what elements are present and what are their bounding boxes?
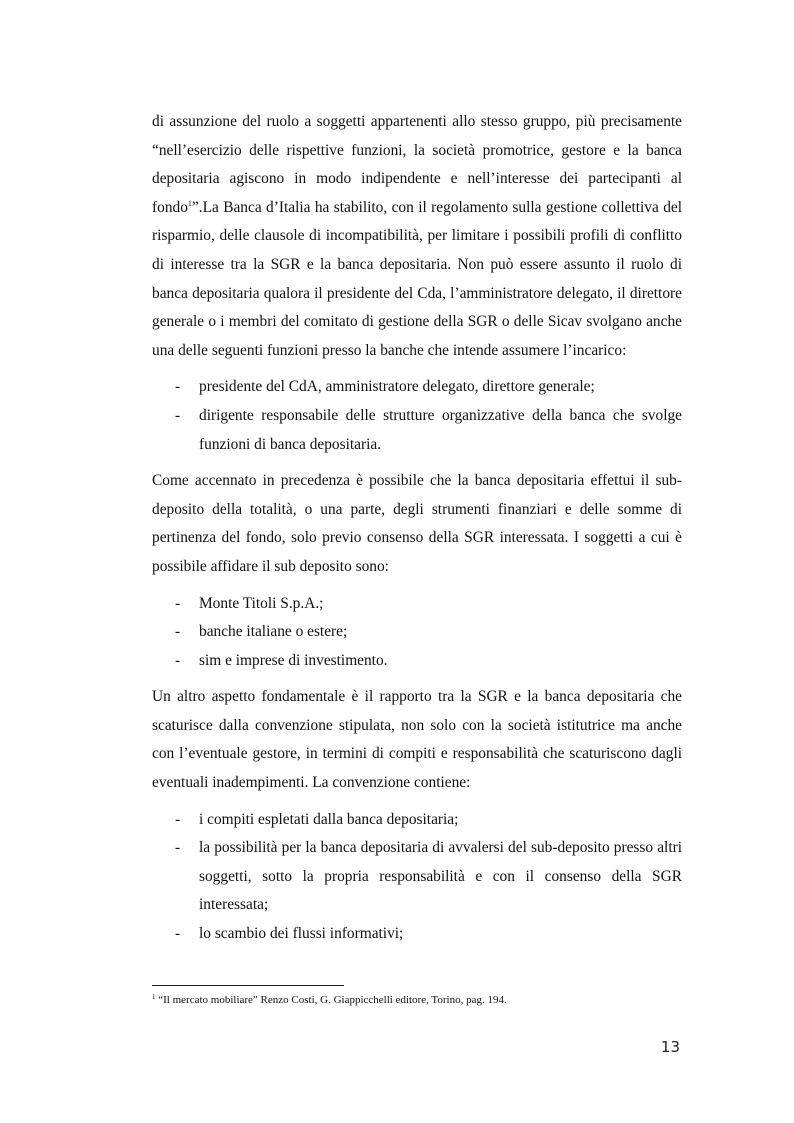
list-item: - dirigente responsabile delle strutture organizzative della banca che svolge funzioni di banca depositaria. <box>152 402 682 459</box>
dash-bullet: - <box>175 406 181 424</box>
list-item: - la possibilità per la banca depositaria di avvalersi del sub-deposito presso altri soggetti, sotto la propria responsabilità e con il consenso della SGR interessata; <box>152 834 682 920</box>
list-item: - sim e imprese di investimento. <box>152 647 682 676</box>
dash-bullet: - <box>175 925 181 943</box>
list-item: - banche italiane o estere; <box>152 618 682 647</box>
incompatibility-list <box>152 373 682 459</box>
list-item: - lo scambio dei flussi informativi; <box>152 920 682 949</box>
dash-bullet: - <box>175 810 181 828</box>
footnote <box>152 993 682 1007</box>
paragraph-3: Un altro aspetto fondamentale è il rapporto tra la SGR e la banca depositaria che scaturisce dalla convenzione stipulata, non solo con la società istitutrice ma anche con l’eventuale gestore, in termini di compiti e responsabilità che scaturiscono dagli eventuali inadempimenti. La convenzione contiene: <box>152 688 682 792</box>
paragraph-text: di assunzione del ruolo a soggetti appartenenti allo stesso gruppo, più precisamente “nell’esercizio delle rispettive funzioni, la società promotrice, gestore e la banca depositaria agiscono in modo indipendente e nell’interesse dei partecipanti al fondo <box>152 113 682 216</box>
page-body <box>152 108 682 957</box>
page-number: 13 <box>660 1038 680 1056</box>
paragraph-text: ”.La Banca d’Italia ha stabilito, con il regolamento sulla gestione collettiva del risparmio, delle clausole di incompatibilità, per limitare i possibili profili di conflitto di interesse tra la SGR e la banca depositaria. Non può essere assunto il ruolo di banca depositaria qualora il presidente del Cda, l’amministratore delegato, il direttore generale o i membri del comitato di gestione della SGR o delle Sicav svolgano anche una delle seguenti funzioni presso la banche che intende assumere l’incarico: <box>152 198 682 359</box>
list-item: - i compiti espletati dalla banca depositaria; <box>152 806 682 835</box>
dash-bullet: - <box>175 651 181 669</box>
dash-bullet: - <box>175 623 181 641</box>
footnote-number: 1 <box>152 993 156 1001</box>
dash-bullet: - <box>175 378 181 396</box>
dash-bullet: - <box>175 594 181 612</box>
paragraph-2: Come accennato in precedenza è possibile che la banca depositaria effettui il sub-deposito della totalità, o una parte, degli strumenti finanziari e delle somme di pertinenza del fondo, solo previo consenso della SGR interessata. I soggetti a cui è possibile affidare il sub deposito sono: <box>152 472 682 575</box>
sub-deposit-list <box>152 590 682 676</box>
convention-list <box>152 806 682 949</box>
dash-bullet: - <box>175 839 181 857</box>
list-item: - Monte Titoli S.p.A.; <box>152 590 682 619</box>
list-item: - presidente del CdA, amministratore delegato, direttore generale; <box>152 373 682 402</box>
paragraph-1 <box>152 108 682 365</box>
footnote-separator <box>152 985 344 986</box>
footnote-text: “Il mercato mobiliare” Renzo Costi, G. Giappicchelli editore, Torino, pag. 194. <box>155 994 507 1006</box>
footnote-reference[interactable]: 1 <box>187 198 192 208</box>
